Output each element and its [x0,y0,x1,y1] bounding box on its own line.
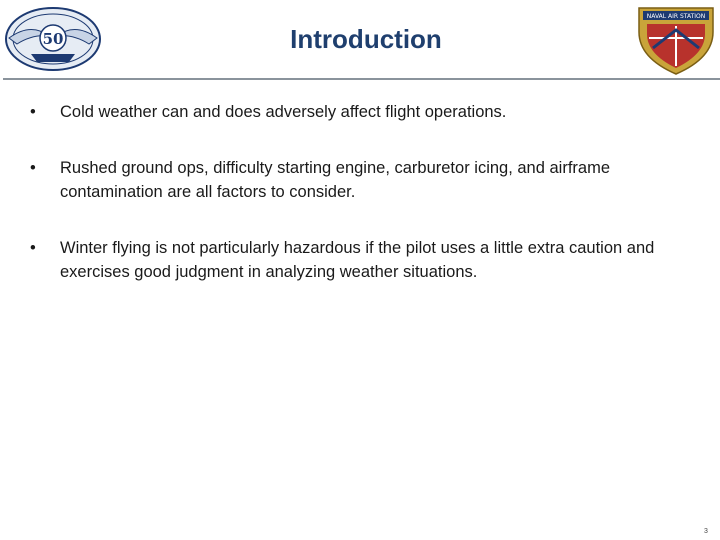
page-number: 3 [704,528,708,535]
bullet-marker: • [30,159,36,177]
bullet-item [30,156,690,204]
bullet-item [30,100,690,124]
naval-air-station-shield-icon [635,4,717,76]
bullet-text: Winter flying is not particularly hazardous if the pilot uses a little extra caution and exercises good judgment in analyzing weather situations. [60,239,655,281]
bullet-marker: • [30,239,36,257]
bullet-item [30,236,690,284]
bullet-text: Cold weather can and does adversely affect flight operations. [60,103,507,121]
bullet-text: Rushed ground ops, difficulty starting engine, carburetor icing, and airframe contamination are all factors to consider. [60,159,611,201]
shield-banner-text: NAVAL AIR STATION [646,13,706,20]
slide-title: Introduction [290,24,442,54]
header-divider [3,78,720,80]
emblem-number: 50 [42,30,64,48]
bullet-list [30,100,690,284]
bullet-marker: • [30,103,36,121]
